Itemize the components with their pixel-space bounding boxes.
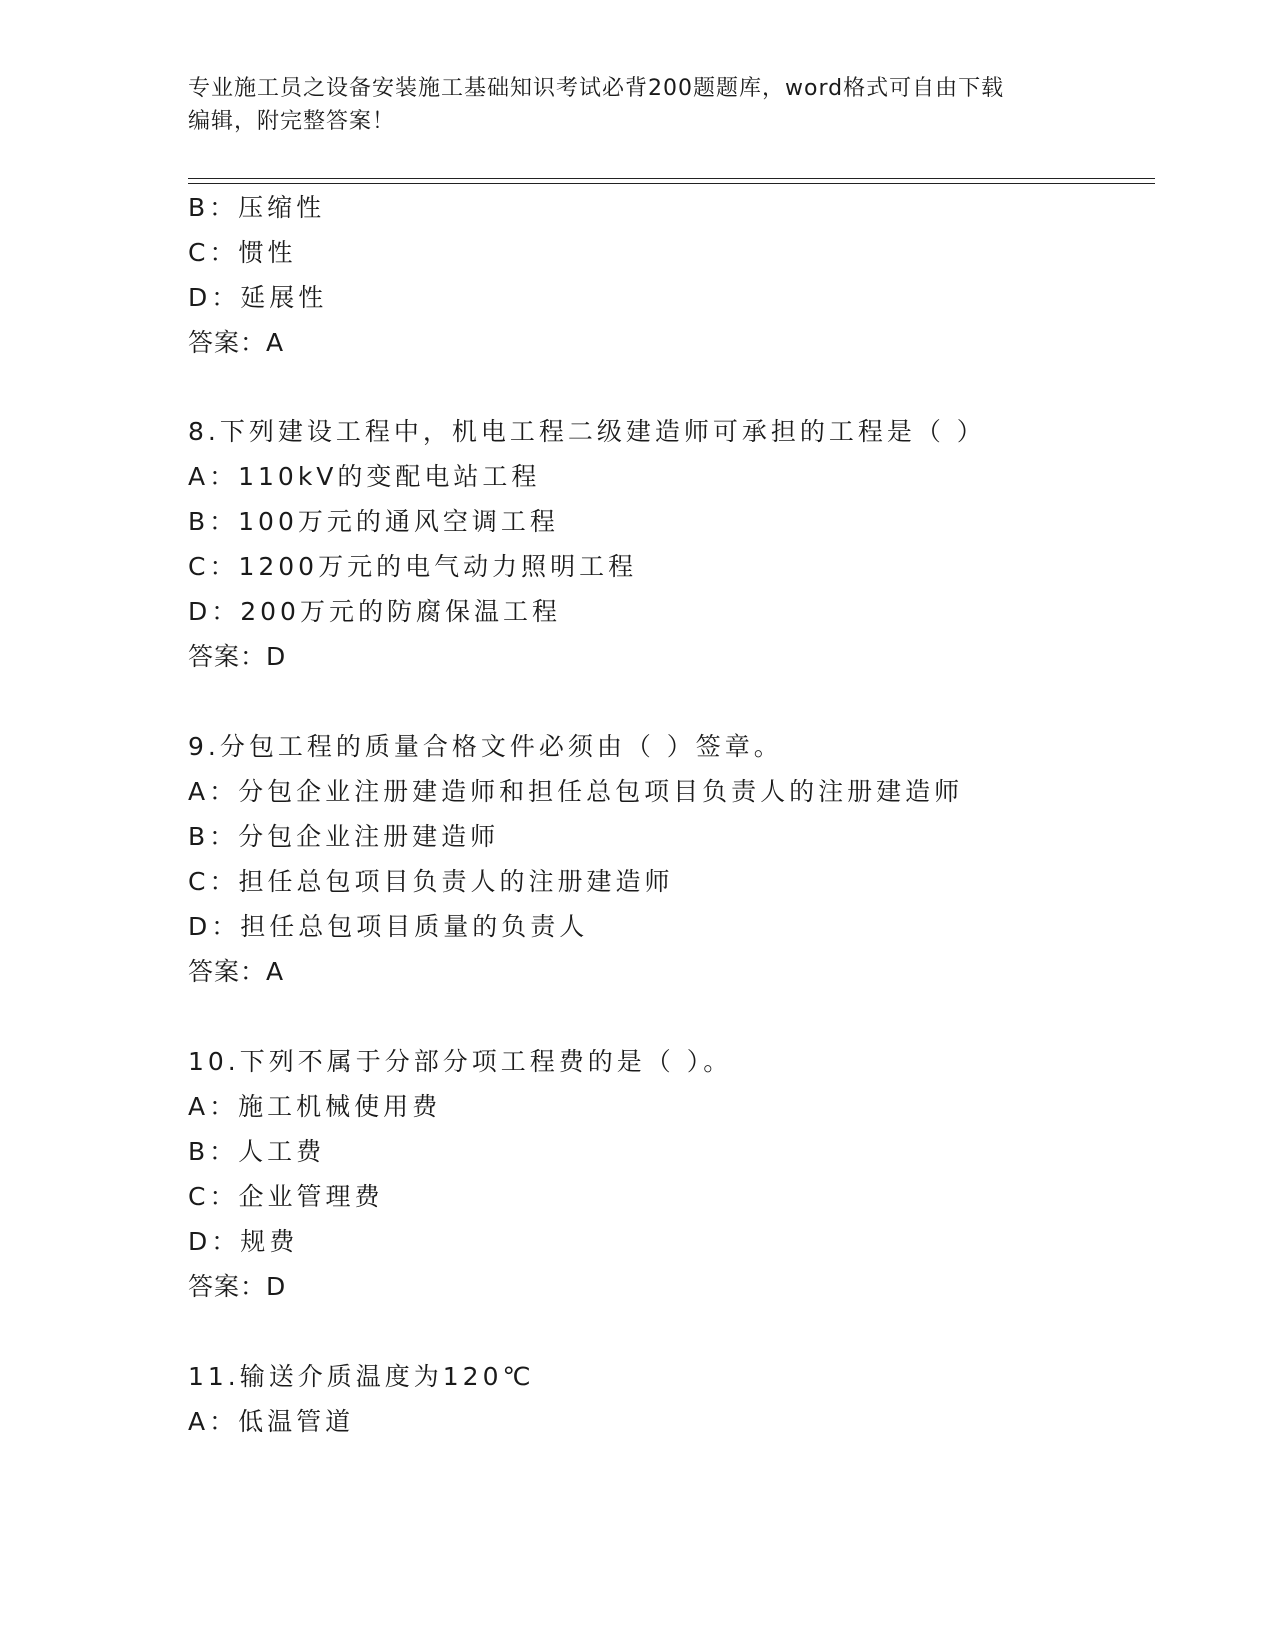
option-c: C：企业管理费 xyxy=(188,1182,384,1211)
option-a: A：分包企业注册建造师和担任总包项目负责人的注册建造师 xyxy=(188,777,964,806)
question-11: 11.输送介质温度为120℃ xyxy=(188,1362,535,1391)
option-c: C：惯性 xyxy=(188,238,297,267)
option-c: C：1200万元的电气动力照明工程 xyxy=(188,552,638,581)
header-divider-bottom xyxy=(188,183,1155,184)
option-b: B：分包企业注册建造师 xyxy=(188,822,500,851)
question-10: 10.下列不属于分部分项工程费的是（ ）。 xyxy=(188,1047,733,1076)
question-9: 9.分包工程的质量合格文件必须由（ ）签章。 xyxy=(188,732,783,761)
answer: 答案：A xyxy=(188,957,285,986)
option-d: D：200万元的防腐保温工程 xyxy=(188,597,561,626)
header-line-1: 专业施工员之设备安装施工基础知识考试必背200题题库，word格式可自由下载 xyxy=(188,76,1005,101)
header-line-2: 编辑，附完整答案！ xyxy=(188,109,396,134)
option-a: A：低温管道 xyxy=(188,1407,355,1436)
answer: 答案：D xyxy=(188,642,287,671)
answer: 答案：D xyxy=(188,1272,287,1301)
option-a: A：110kV的变配电站工程 xyxy=(188,462,541,491)
header-divider-top xyxy=(188,178,1155,179)
option-c: C：担任总包项目负责人的注册建造师 xyxy=(188,867,674,896)
question-8: 8.下列建设工程中，机电工程二级建造师可承担的工程是（ ） xyxy=(188,417,986,446)
option-b: B：压缩性 xyxy=(188,193,326,222)
option-d: D：规费 xyxy=(188,1227,299,1256)
document-header xyxy=(188,72,1088,138)
option-d: D：延展性 xyxy=(188,283,328,312)
option-b: B：100万元的通风空调工程 xyxy=(188,507,559,536)
option-d: D：担任总包项目质量的负责人 xyxy=(188,912,589,941)
answer: 答案：A xyxy=(188,328,285,357)
option-b: B：人工费 xyxy=(188,1137,326,1166)
option-a: A：施工机械使用费 xyxy=(188,1092,442,1121)
